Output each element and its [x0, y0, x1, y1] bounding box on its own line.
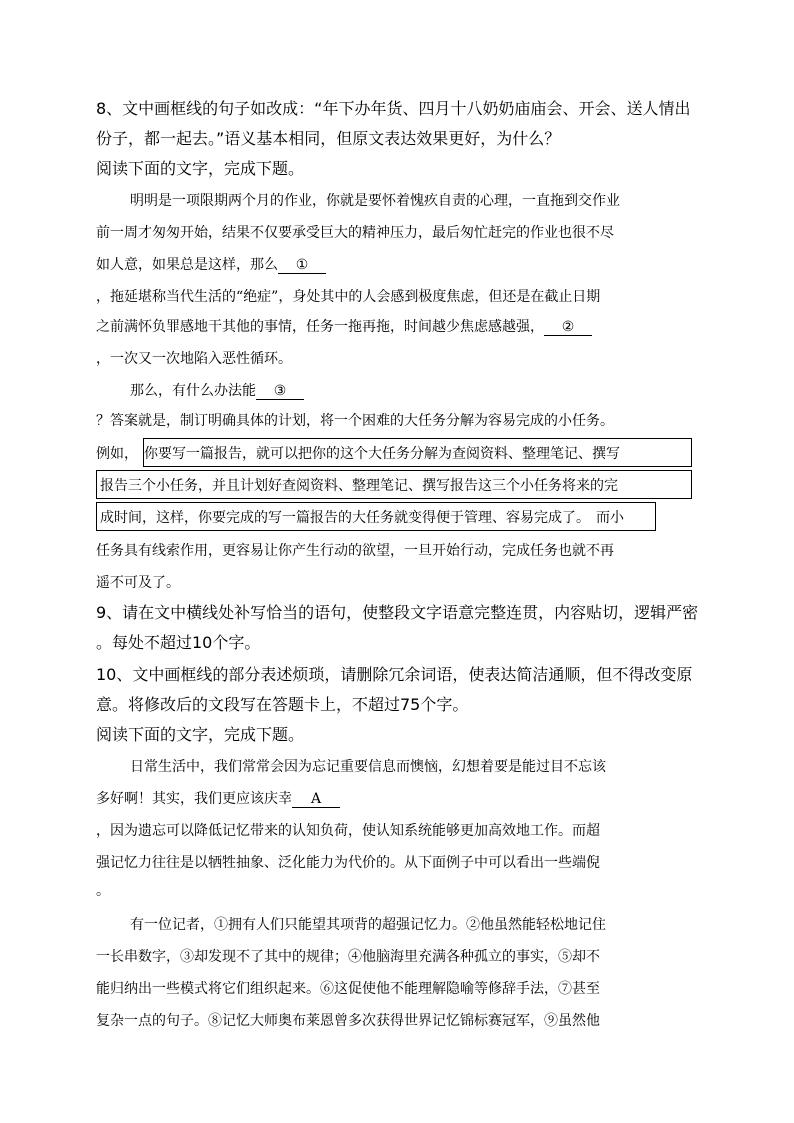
passage1-line5-text: 之前满怀负罪感地干其他的事情，任务一拖再拖，时间越少焦虑感越强，: [96, 319, 544, 335]
framed-text-2: 报告三个小任务，并且计划好查阅资料、整理笔记、撰写报告这三个小任务将来的完: [100, 478, 618, 494]
blank-a: A: [292, 791, 340, 808]
instruction-2: 阅读下面的文字，完成下题。: [96, 725, 305, 744]
passage1-line9: [96, 443, 620, 463]
passage2-line2-text: 多好啊！其实，我们更应该庆幸: [96, 791, 292, 807]
passage1-line5: [96, 316, 592, 336]
passage2-line4: 强记忆力往往是以牺牲抽象、泛化能力为代价的。从下面例子中可以看出一些端倪: [96, 855, 600, 871]
passage2-line6: 有一位记者，①拥有人们只能望其项背的超强记忆力。②他虽然能轻松地记住: [130, 917, 606, 933]
passage2-line7: 一长串数字，③却发现不了其中的规律；④他脑海里充满各种孤立的事实，⑤却不: [96, 949, 600, 965]
q8-line1: 8、文中画框线的句子如改成：“年下办年货、四月十八奶奶庙庙会、开会、送人情出: [96, 99, 691, 118]
passage1-line13: 遥不可及了。: [96, 575, 180, 591]
passage1-line1: 明明是一项限期两个月的作业，你就是要怀着愧疚自责的心理，一直拖到交作业: [130, 193, 620, 209]
q9-line2: 。每处不超过10个字。: [96, 633, 261, 652]
instruction-1: 阅读下面的文字，完成下题。: [96, 159, 305, 178]
passage2-line9: 复杂一点的句子。⑧记忆大师奥布莱恩曾多次获得世界记忆锦标赛冠军，⑨虽然他: [96, 1013, 600, 1029]
q8-line2: 份子，都一起去。”语义基本相同，但原文表达效果更好，为什么？: [96, 129, 561, 148]
q9-line1: 9、请在文中横线处补写恰当的语句，使整段文字语意完整连贯，内容贴切，逻辑严密: [96, 603, 699, 622]
passage2-line5: 。: [96, 883, 110, 899]
passage1-line11-post: 而小: [596, 510, 624, 526]
passage1-line6: ，一次又一次地陷入恶性循环。: [96, 351, 292, 367]
framed-text-1: 你要写一篇报告，就可以把你的这个大任务分解为查阅资料、整理笔记、撰写: [144, 446, 620, 462]
passage1-line3: [96, 254, 326, 274]
framed-text-3: 成时间，这样，你要完成的写一篇报告的大任务就变得便于管理、容易完成了。: [100, 510, 590, 526]
passage2-line2: [96, 788, 340, 808]
passage1-line3-text: 如人意，如果总是这样，那么: [96, 257, 278, 273]
passage1-line7-text: 那么，有什么办法能: [130, 383, 256, 399]
passage1-line2: 前一周才匆匆开始，结果不仅要承受巨大的精神压力，最后匆忙赶完的作业也很不尽: [96, 225, 614, 241]
passage2-line3: ，因为遗忘可以降低记忆带来的认知负荷，使认知系统能够更加高效地工作。而超: [96, 823, 600, 839]
passage1-line8: ？答案就是，制订明确具体的计划，将一个困难的大任务分解为容易完成的小任务。: [96, 413, 614, 429]
passage1-line9-prefix: 例如，: [96, 446, 138, 462]
blank-2: ②: [544, 319, 592, 336]
blank-3: ③: [256, 383, 304, 400]
passage1-line4: ，拖延堪称当代生活的“绝症”，身处其中的人会感到极度焦虑，但还是在截止日期: [96, 289, 601, 305]
blank-1: ①: [278, 257, 326, 274]
passage1-line11: [100, 507, 624, 527]
passage2-line1: 日常生活中，我们常常会因为忘记重要信息而懊恼，幻想着要是能过目不忘该: [130, 759, 606, 775]
passage1-line12: 任务具有线索作用，更容易让你产生行动的欲望，一旦开始行动，完成任务也就不再: [96, 543, 614, 559]
passage1-line7: [130, 380, 304, 400]
q10-line2: 意。将修改后的文段写在答题卡上，不超过75个字。: [96, 695, 469, 714]
q10-line1: 10、文中画框线的部分表述烦琐，请删除冗余词语，使表达简洁通顺，但不得改变原: [96, 665, 693, 684]
passage2-line8: 能归纳出一些模式将它们组织起来。⑥这促使他不能理解隐喻等修辞手法，⑦甚至: [96, 981, 600, 997]
